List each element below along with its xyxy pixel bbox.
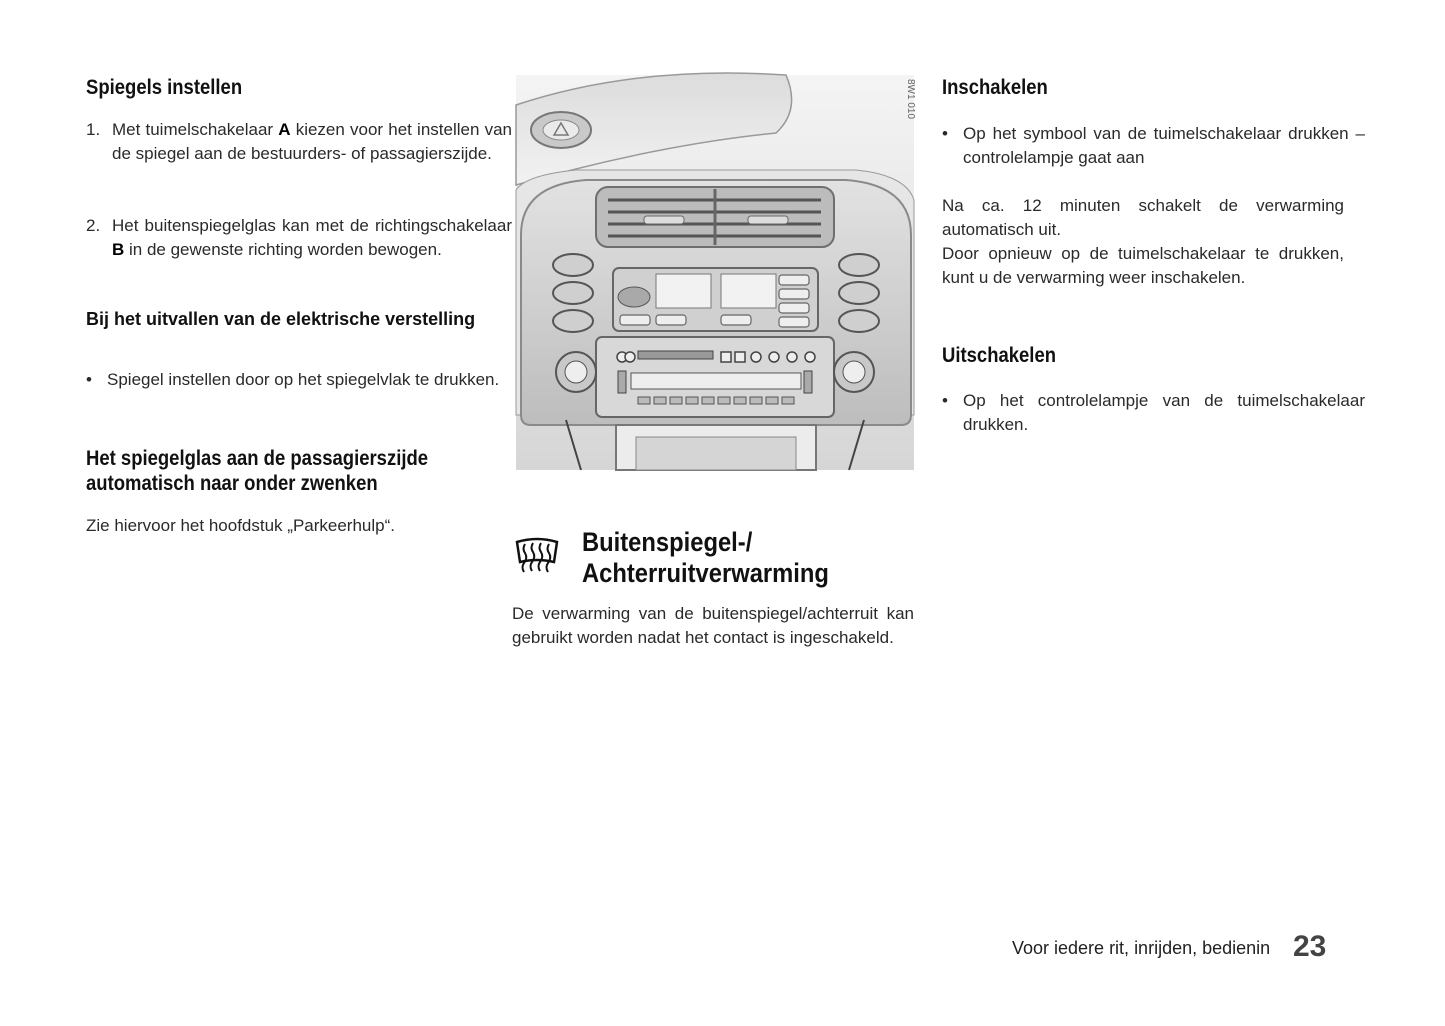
heading-achterruitverwarming: Achterruitverwarming: [582, 558, 829, 588]
bullet-text: Op het controlelampje van de tuimelschakelaar drukken.: [963, 391, 1365, 434]
label-a: A: [278, 120, 291, 139]
step-number: 2.: [86, 216, 101, 235]
step-number: 1.: [86, 120, 101, 139]
paragraph-12-minuten: Na ca. 12 minuten schakelt de verwarming automatisch uit.: [942, 196, 1344, 239]
heading-spiegelglas-zwenken: Het spiegelglas aan de passagierszijde automatisch naar onder zwenken: [86, 447, 429, 495]
subheading-uitvallen: Bij het uitvallen van de elektrische verstelling: [86, 309, 476, 329]
step-1: [86, 118, 512, 166]
bullet-text: Spiegel instellen door op het spiegelvlak te drukken.: [107, 370, 500, 389]
paragraph-opnieuw: Door opnieuw op de tuimelschakelaar te drukken, kunt u de verwarming weer inschakelen.: [942, 244, 1344, 287]
heading-buitenspiegel: Buitenspiegel-/: [582, 527, 753, 557]
page-number: 23: [1293, 930, 1327, 963]
paragraph-verwarming: De verwarming van de buitenspiegel/achterruit kan gebruikt worden nadat het contact is ingeschakeld.: [512, 604, 914, 647]
heading-inschakelen: Inschakelen: [942, 76, 1048, 99]
bullet-inschakelen: [942, 122, 1365, 170]
bullet-icon: •: [942, 391, 948, 410]
label-b: B: [112, 240, 125, 259]
figure-code: 8W1 010: [905, 79, 916, 120]
step-text: Het buitenspiegelglas kan met de richtingschakelaar: [112, 216, 512, 235]
heated-mirror-rear-window-icon: [514, 536, 560, 578]
step-text: kiezen voor het instellen van de spiegel aan de bestuurders- of passagierszijde.: [112, 120, 513, 163]
bullet-text: Op het symbool van de tuimelschakelaar drukken – controlelampje gaat aan: [963, 124, 1365, 167]
footer-chapter-title: Voor iedere rit, inrijden, bedienin: [1012, 938, 1271, 958]
bullet-uitschakelen: [942, 389, 1365, 437]
step-text: in de gewenste richting worden bewogen.: [124, 240, 442, 259]
heading-uitschakelen: Uitschakelen: [942, 344, 1057, 367]
bullet-icon: •: [942, 124, 948, 143]
heading-spiegels-instellen: Spiegels instellen: [86, 76, 243, 99]
paragraph-parkeerhulp: Zie hiervoor het hoofdstuk „Parkeerhulp“.: [86, 516, 395, 535]
step-text: Met tuimelschakelaar: [112, 120, 279, 139]
step-2: [86, 214, 512, 262]
bullet-spiegel-instellen: [86, 368, 507, 392]
bullet-icon: •: [86, 370, 92, 389]
dashboard-illustration: [516, 75, 914, 470]
